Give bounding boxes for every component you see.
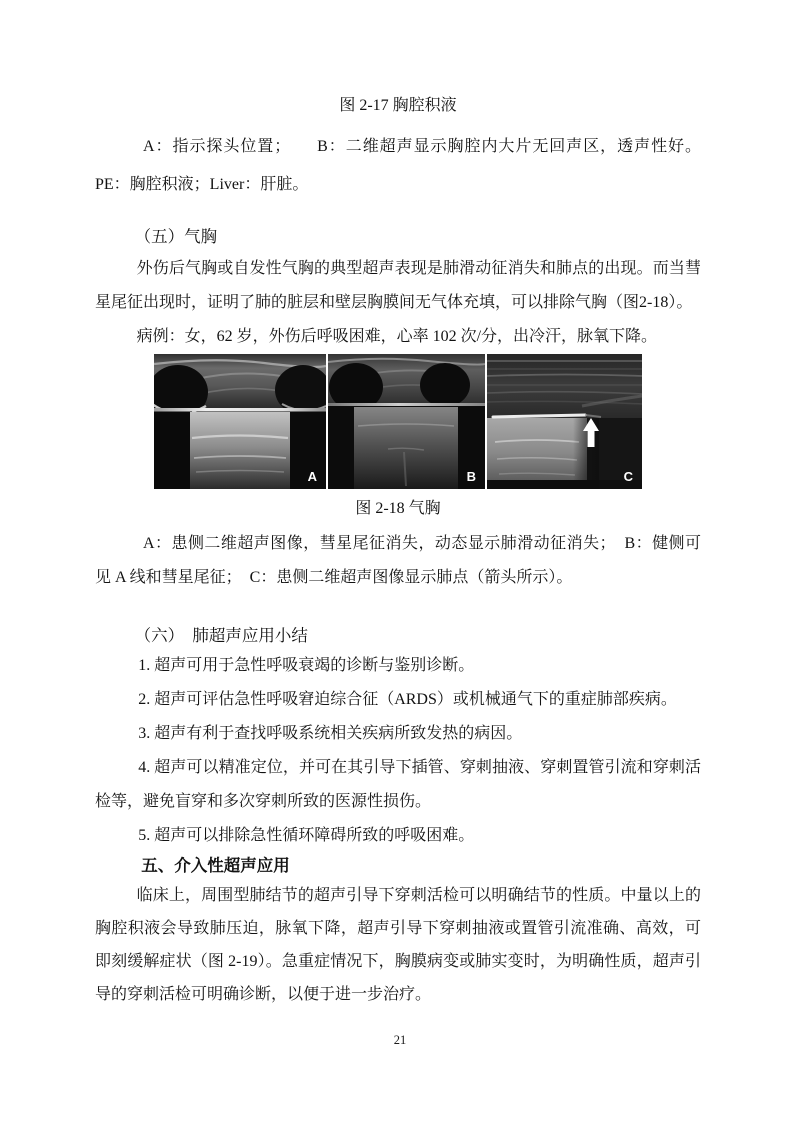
figure-2-17-caption: A：指示探头位置； B：二维超声显示胸腔内大片无回声区，透声性好。PE：胸腔积液；Liver：肝脏。 xyxy=(95,138,701,193)
summary-item-4: 4. 超声可以精准定位，并可在其引导下插管、穿刺抽液、穿刺置管引流和穿刺活检等，避免盲穿和多次穿刺所致的医源性损伤。 xyxy=(95,759,701,810)
summary-item-3: 3. 超声有利于查找呼吸系统相关疾病所致发热的病因。 xyxy=(138,725,523,742)
section-intervention-heading: 五、介入性超声应用 xyxy=(141,856,290,875)
figure-2-18-caption: A：患侧二维超声图像，彗星尾征消失，动态显示肺滑动征消失； B：健侧可见 A 线和彗星尾征； C：患侧二维超声图像显示肺点（箭头所示）。 xyxy=(95,535,701,586)
section-intervention-paragraph: 临床上，周围型肺结节的超声引导下穿刺活检可以明确结节的性质。中量以上的胸腔积液会导致肺压迫，脉氧下降，超声引导下穿刺抽液或置管引流准确、高效，可即刻缓解症状（图 2-19）。急重症情况下，胸膜病变或肺实变时，为明确性质，超声引导的穿刺活检可明确诊断，以便于进一步治疗。 xyxy=(95,887,701,1003)
ultrasound-panel-c xyxy=(487,354,642,489)
section-5-case-paragraph: 病例：女，62 岁，外伤后呼吸困难，心率 102 次/分，出冷汗，脉氧下降。 xyxy=(136,328,658,345)
ultrasound-panel-a xyxy=(154,354,326,489)
panel-label-c: C xyxy=(623,469,633,484)
figure-2-17-title: 图 2-17 胸腔积液 xyxy=(339,97,457,114)
ultrasound-image-b xyxy=(328,354,485,489)
ultrasound-panel-b xyxy=(328,354,485,489)
ultrasound-image-c xyxy=(487,354,642,489)
section-5-paragraph-1: 外伤后气胸或自发性气胸的典型超声表现是肺滑动征消失和肺点的出现。而当彗星尾征出现时，证明了肺的脏层和壁层胸膜间无气体充填，可以排除气胸（图2-18）。 xyxy=(95,260,701,311)
page-number: 21 xyxy=(393,1033,407,1047)
summary-item-2: 2. 超声可评估急性呼吸窘迫综合征（ARDS）或机械通气下的重症肺部疾病。 xyxy=(138,691,677,708)
figure-2-18-title: 图 2-18 气胸 xyxy=(355,500,441,517)
panel-label-a: A xyxy=(307,469,317,484)
section-5-heading: （五）气胸 xyxy=(134,227,218,246)
ultrasound-image-a xyxy=(154,354,326,489)
summary-item-5: 5. 超声可以排除急性循环障碍所致的呼吸困难。 xyxy=(138,827,475,844)
summary-item-1: 1. 超声可用于急性呼吸衰竭的诊断与鉴别诊断。 xyxy=(138,657,475,674)
section-6-heading: （六） 肺超声应用小结 xyxy=(134,626,308,645)
figure-2-18-image-strip xyxy=(154,354,642,489)
panel-label-b: B xyxy=(466,469,476,484)
